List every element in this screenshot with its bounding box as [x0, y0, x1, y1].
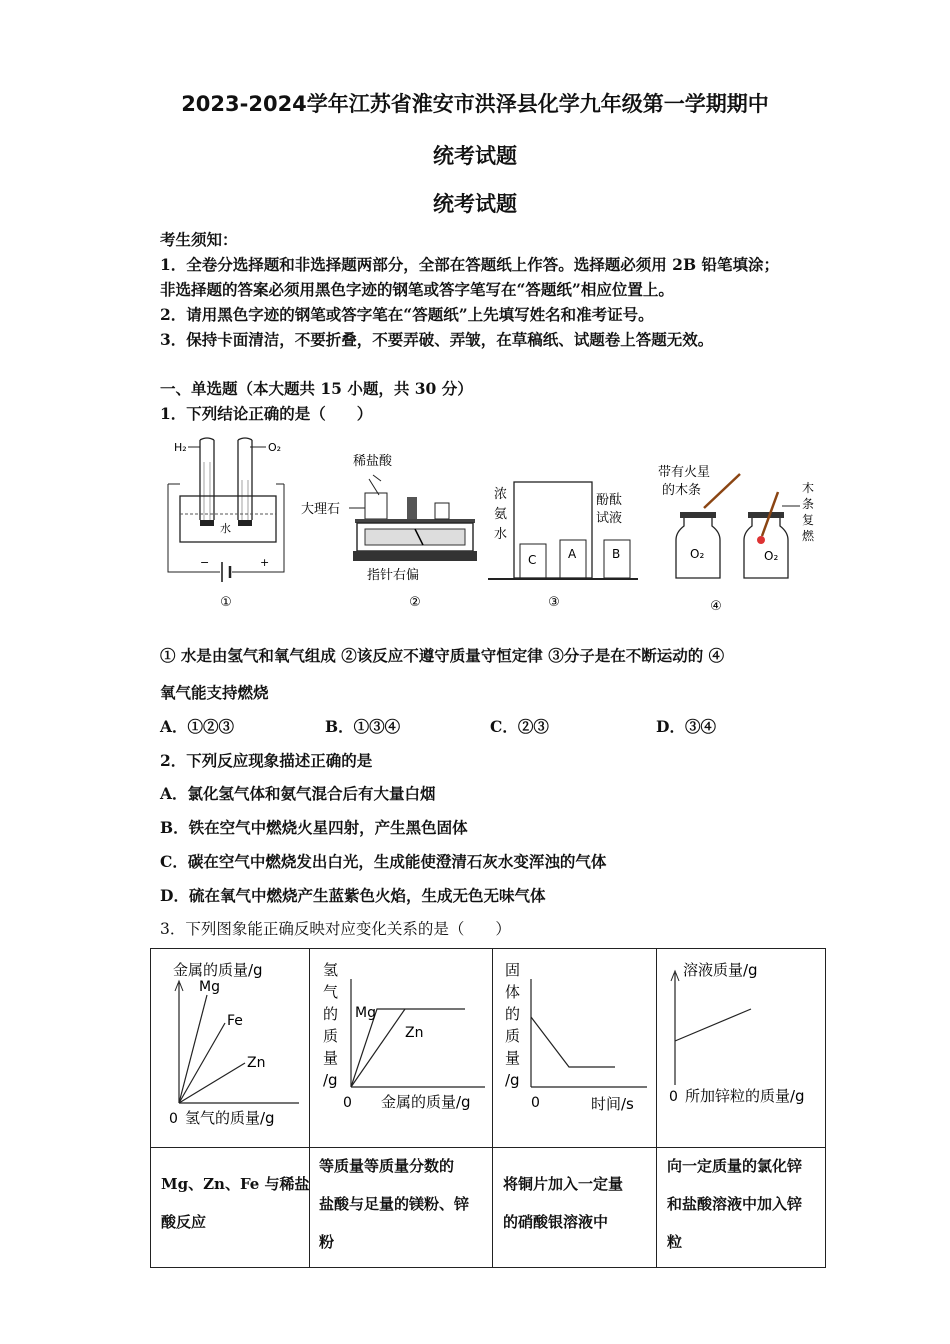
q3-caption-3-line: 将铜片加入一定量 [503, 1175, 624, 1193]
notice-item-1b: 非选择题的答案必须用黑色字迹的钢笔或答字笔写在“答题纸”相应位置上。 [160, 280, 674, 299]
acid-label: 稀盐酸 [353, 454, 393, 469]
rekindle-2: 条 [802, 497, 815, 511]
rekindle-1: 木 [802, 481, 815, 495]
phen-1: 酚酞 [596, 493, 623, 508]
g3-ylabel-2: 体 [505, 983, 521, 1001]
q3-caption-1-line: Mg、Zn、Fe 与稀盐 [161, 1175, 310, 1193]
g3-ylabel-6: /g [505, 1071, 520, 1089]
q1-option-d[interactable]: D．③④ [656, 717, 716, 736]
beaker-a: A [568, 547, 577, 561]
beaker-b: B [612, 547, 621, 561]
marble-label: 大理石 [301, 502, 341, 517]
q1-figure-1-electrolysis [160, 432, 290, 612]
q3-graph-4 [661, 955, 823, 1140]
spark-2: 的木条 [662, 483, 702, 498]
g1-origin: 0 [169, 1111, 178, 1127]
g2-ylabel-3: 的 [323, 1005, 339, 1023]
fig2-number: ② [409, 595, 421, 610]
ammonia-1: 浓 [494, 487, 508, 502]
q3-graph-1 [159, 955, 304, 1140]
q1-figure-4-oxygen [650, 460, 825, 618]
g3-origin: 0 [531, 1095, 540, 1111]
q3-table [150, 948, 826, 1268]
notice-item-3: 3．保持卡面清洁，不要折叠，不要弄破、弄皱，在草稿纸、试题卷上答题无效。 [160, 330, 714, 349]
q2-option-c[interactable]: C．碳在空气中燃烧发出白光，生成能使澄清石灰水变浑浊的气体 [160, 852, 607, 871]
notice-heading: 考生须知： [160, 230, 238, 249]
fig4-number: ④ [710, 599, 722, 614]
g2-ylabel-4: 质 [323, 1027, 339, 1045]
q3-caption-3-line: 的硝酸银溶液中 [503, 1213, 609, 1231]
g2-mg-label: Mg [355, 1005, 376, 1021]
minus-label: − [200, 556, 210, 569]
q1-statements-1: ① 水是由氢气和氧气组成 ②该反应不遵守质量守恒定律 ③分子是在不断运动的 ④ [160, 646, 725, 665]
table-divider [492, 949, 493, 1267]
q1-figure-3-beakers [488, 478, 638, 612]
g1-xlabel: 氢气的质量/g [185, 1109, 275, 1127]
g1-ylabel: 金属的质量/g [173, 961, 263, 979]
q2-option-a[interactable]: A．氯化氢气体和氨气混合后有大量白烟 [160, 784, 436, 803]
g2-ylabel-6: /g [323, 1071, 338, 1089]
g3-ylabel-3: 的 [505, 1005, 521, 1023]
q3-caption-2 [319, 1147, 469, 1261]
o2-jar-2: O₂ [764, 549, 779, 563]
g4-origin: 0 [669, 1089, 678, 1105]
q1-statements-2: 氧气能支持燃烧 [160, 683, 269, 702]
q3-graph-3 [497, 955, 652, 1140]
q1-option-a[interactable]: A．①②③ [160, 717, 235, 736]
title-line-1: 2023-2024学年江苏省淮安市洪泽县化学九年级第一学期期中 [181, 92, 769, 116]
q3-graph-2 [315, 955, 490, 1140]
fig1-number: ① [220, 595, 232, 610]
q3-caption-1-line: 酸反应 [161, 1213, 207, 1231]
g2-ylabel-2: 气 [323, 983, 339, 1001]
q3-caption-2-line: 等质量等质量分数的 [319, 1157, 455, 1175]
q2-stem: 2．下列反应现象描述正确的是 [160, 751, 373, 770]
ammonia-3: 水 [494, 527, 508, 542]
g3-ylabel-4: 质 [505, 1027, 521, 1045]
q1-stem: 1．下列结论正确的是（ ） [160, 404, 373, 423]
section-heading: 一、单选题（本大题共 15 小题，共 30 分） [160, 379, 473, 398]
o2-jar-1: O₂ [690, 547, 705, 561]
q3-caption-2-line: 粉 [319, 1233, 335, 1251]
q3-caption-4-line: 和盐酸溶液中加入锌 [667, 1195, 803, 1213]
rekindle-4: 燃 [802, 529, 815, 543]
notice-item-1a: 1．全卷分选择题和非选择题两部分，全部在答题纸上作答。选择题必须用 2B 铅笔填涂； [160, 255, 779, 274]
ammonia-2: 氨 [494, 507, 508, 522]
g3-ylabel-5: 量 [505, 1049, 521, 1067]
h2-label: H₂ [174, 441, 187, 454]
g4-xlabel: 所加锌粒的质量/g [685, 1087, 805, 1105]
g3-ylabel-1: 固 [505, 961, 521, 979]
q1-option-b[interactable]: B．①③④ [325, 717, 401, 736]
table-divider [656, 949, 657, 1267]
notice-item-2: 2．请用黑色字迹的钢笔或答字笔在“答题纸”上先填写姓名和准考证号。 [160, 305, 654, 324]
q1-figure-2-balance [295, 445, 480, 612]
plus-label: + [260, 556, 270, 569]
g4-ylabel: 溶液质量/g [683, 961, 758, 979]
pointer-label: 指针右偏 [367, 568, 420, 583]
title-line-2: 统考试题 [433, 144, 517, 168]
o2-label: O₂ [268, 441, 282, 454]
title-line-3: 统考试题 [433, 192, 517, 216]
fig3-number: ③ [548, 595, 560, 610]
q3-caption-4 [667, 1147, 802, 1261]
q3-caption-3 [503, 1165, 623, 1241]
q1-option-c[interactable]: C．②③ [490, 717, 549, 736]
g2-origin: 0 [343, 1095, 352, 1111]
g2-ylabel-5: 量 [323, 1049, 339, 1067]
beaker-c: C [528, 553, 537, 567]
rekindle-3: 复 [802, 513, 815, 527]
phen-2: 试液 [596, 511, 623, 526]
g1-mg-label: Mg [199, 979, 220, 995]
g2-zn-label: Zn [405, 1025, 424, 1041]
q3-caption-2-line: 盐酸与足量的镁粉、锌 [319, 1195, 470, 1213]
g3-xlabel: 时间/s [591, 1095, 634, 1113]
spark-1: 带有火星 [658, 465, 711, 480]
q2-option-d[interactable]: D．硫在氧气中燃烧产生蓝紫色火焰，生成无色无味气体 [160, 886, 546, 905]
q3-caption-4-line: 粒 [667, 1233, 683, 1251]
g2-ylabel-1: 氢 [323, 961, 339, 979]
q3-caption-4-line: 向一定质量的氯化锌 [667, 1157, 803, 1175]
water-label: 水 [220, 522, 231, 535]
g1-fe-label: Fe [227, 1013, 243, 1029]
g2-xlabel: 金属的质量/g [381, 1093, 471, 1111]
g1-zn-label: Zn [247, 1055, 266, 1071]
q3-caption-1 [161, 1165, 310, 1241]
q3-stem: 3．下列图象能正确反映对应变化关系的是（ ） [160, 920, 511, 938]
q2-option-b[interactable]: B．铁在空气中燃烧火星四射，产生黑色固体 [160, 818, 468, 837]
